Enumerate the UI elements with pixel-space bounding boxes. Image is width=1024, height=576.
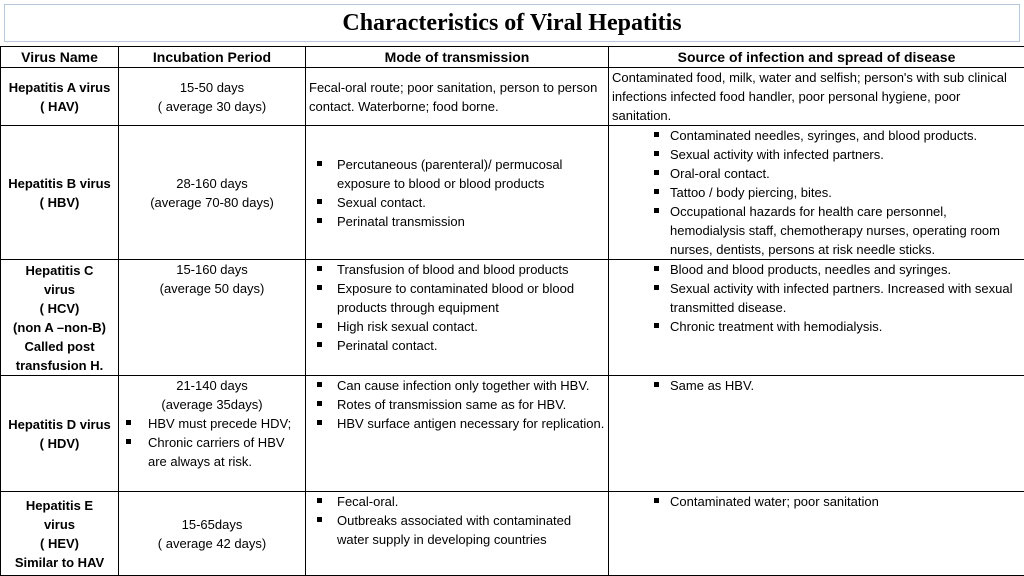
mode-cell bbox=[306, 492, 609, 576]
table-row bbox=[1, 376, 1024, 492]
list-item: Blood and blood products, needles and syringes. bbox=[612, 260, 1021, 279]
list-item: Outbreaks associated with contaminated water supply in developing countries bbox=[309, 511, 605, 549]
virus-name-cell: Hepatitis E virus ( HEV) Similar to HAV bbox=[1, 492, 119, 576]
list-item: Occupational hazards for health care personnel, hemodialysis staff, chemotherapy nurses, operating room nurses, dentists, persons at risk needle sticks. bbox=[612, 202, 1021, 259]
incubation-cell: 21-140 days (average 35days) HBV must precede HDV; Chronic carriers of HBV are always at risk. bbox=[119, 376, 306, 492]
list-item: Percutaneous (parenteral)/ permucosal exposure to blood or blood products bbox=[309, 155, 605, 193]
incubation-cell: 15-160 days (average 50 days) bbox=[119, 260, 306, 376]
table-row bbox=[1, 68, 1024, 126]
table-row bbox=[1, 126, 1024, 260]
mode-cell bbox=[306, 126, 609, 260]
list-item: HBV must precede HDV; bbox=[122, 414, 302, 433]
list-item: Fecal-oral. bbox=[309, 492, 605, 511]
list-item: Sexual contact. bbox=[309, 193, 605, 212]
source-cell bbox=[609, 376, 1024, 492]
list-item: Chronic treatment with hemodialysis. bbox=[612, 317, 1021, 336]
list-item: Rotes of transmission same as for HBV. bbox=[309, 395, 605, 414]
list-item: Can cause infection only together with HBV. bbox=[309, 376, 605, 395]
list-item: Exposure to contaminated blood or blood products through equipment bbox=[309, 279, 605, 317]
table-row bbox=[1, 260, 1024, 376]
virus-name-cell: Hepatitis D virus ( HDV) bbox=[1, 376, 119, 492]
source-cell bbox=[609, 492, 1024, 576]
source-cell bbox=[609, 260, 1024, 376]
header-row bbox=[1, 47, 1024, 68]
list-item: Same as HBV. bbox=[612, 376, 1021, 395]
virus-name-cell: Hepatitis C virus ( HCV) (non A –non-B) Called post transfusion H. bbox=[1, 260, 119, 376]
list-item: Perinatal contact. bbox=[309, 336, 605, 355]
virus-name-cell: Hepatitis A virus ( HAV) bbox=[1, 68, 119, 126]
header-mode: Mode of transmission bbox=[306, 47, 609, 68]
list-item: Tattoo / body piercing, bites. bbox=[612, 183, 1021, 202]
incubation-cell: 15-50 days ( average 30 days) bbox=[119, 68, 306, 126]
list-item: Transfusion of blood and blood products bbox=[309, 260, 605, 279]
source-cell bbox=[609, 126, 1024, 260]
list-item: Perinatal transmission bbox=[309, 212, 605, 231]
list-item: Contaminated water; poor sanitation bbox=[612, 492, 1021, 511]
header-source: Source of infection and spread of disease bbox=[609, 47, 1024, 68]
hepatitis-table bbox=[0, 46, 1024, 576]
mode-cell: Fecal-oral route; poor sanitation, person to person contact. Waterborne; food borne. bbox=[306, 68, 609, 126]
mode-cell bbox=[306, 376, 609, 492]
header-virus-name: Virus Name bbox=[1, 47, 119, 68]
list-item: Sexual activity with infected partners. bbox=[612, 145, 1021, 164]
list-item: Oral-oral contact. bbox=[612, 164, 1021, 183]
mode-cell bbox=[306, 260, 609, 376]
page-title: Characteristics of Viral Hepatitis bbox=[4, 4, 1020, 42]
header-incubation: Incubation Period bbox=[119, 47, 306, 68]
list-item: Contaminated needles, syringes, and blood products. bbox=[612, 126, 1021, 145]
virus-name-cell: Hepatitis B virus ( HBV) bbox=[1, 126, 119, 260]
list-item: High risk sexual contact. bbox=[309, 317, 605, 336]
table-row bbox=[1, 492, 1024, 576]
list-item: Sexual activity with infected partners. Increased with sexual transmitted disease. bbox=[612, 279, 1021, 317]
incubation-cell: 15-65days ( average 42 days) bbox=[119, 492, 306, 576]
incubation-cell: 28-160 days (average 70-80 days) bbox=[119, 126, 306, 260]
source-cell: Contaminated food, milk, water and selfish; person's with sub clinical infections infected food handler, poor personal hygiene, poor sanitation. bbox=[609, 68, 1024, 126]
list-item: HBV surface antigen necessary for replication. bbox=[309, 414, 605, 433]
list-item: Chronic carriers of HBV are always at risk. bbox=[122, 433, 302, 471]
